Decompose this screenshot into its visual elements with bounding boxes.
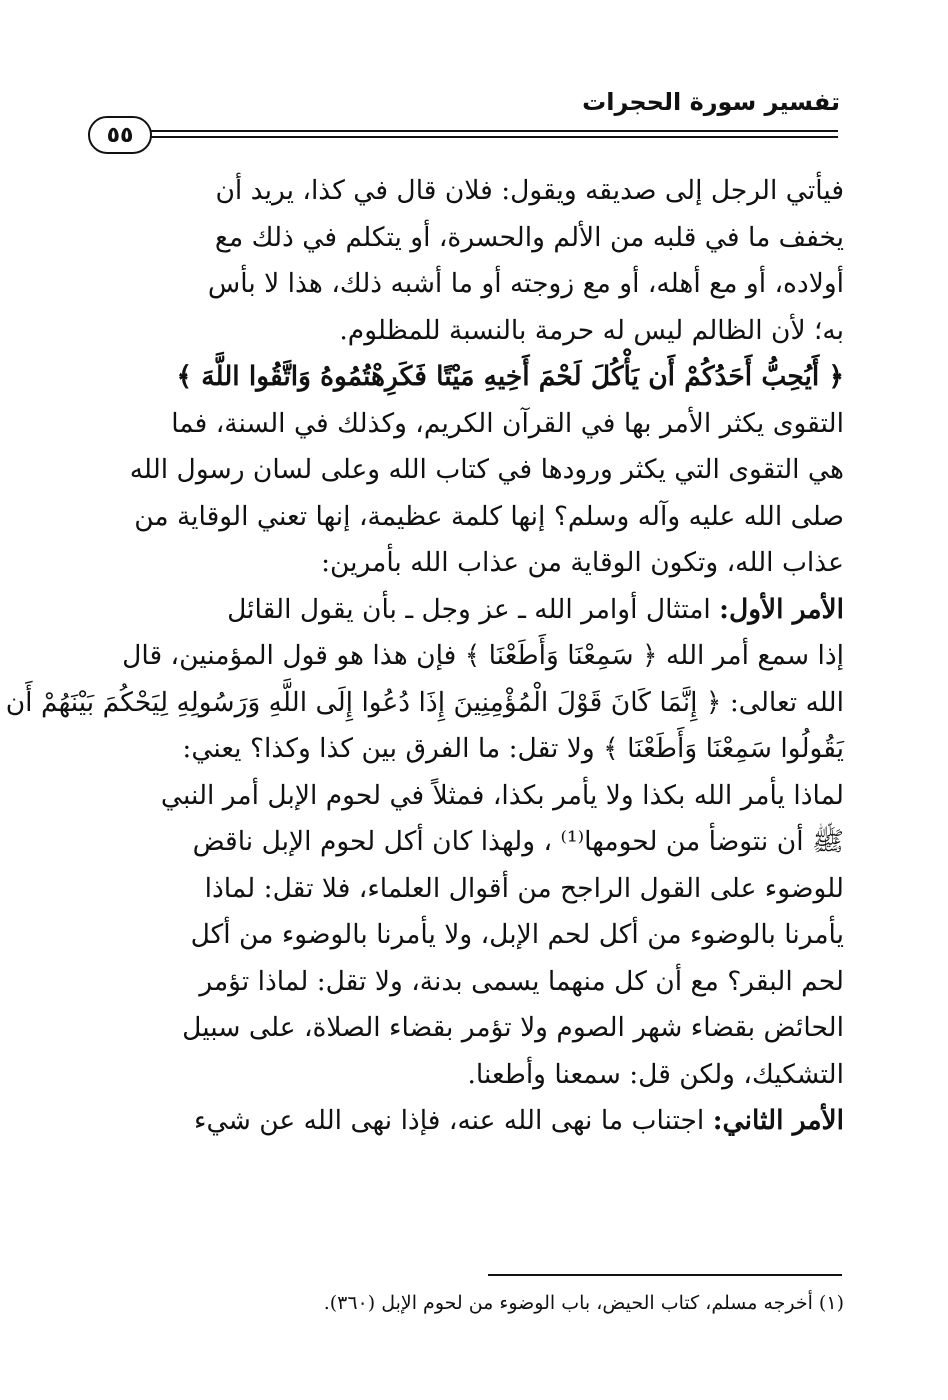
header-rule-top bbox=[150, 130, 838, 132]
text-line: التقوى يكثر الأمر بها في القرآن الكريم، وكذلك في السنة، فما bbox=[171, 407, 844, 439]
header-rule-bottom bbox=[150, 136, 838, 138]
footnote: (١) أخرجه مسلم، كتاب الحيض، باب الوضوء من لحوم الإبل (٣٦٠). bbox=[323, 1292, 844, 1314]
text-line: أولاده، أو مع أهله، أو مع زوجته أو ما أشبه ذلك، هذا لا بأس bbox=[207, 268, 844, 299]
text-run: اجتناب ما نهى الله عنه، فإذا نهى الله عن شيء bbox=[194, 1105, 713, 1136]
text-run: امتثال أوامر الله ـ عز وجل ـ بأن يقول القائل bbox=[227, 593, 720, 625]
text-line: به؛ لأن الظالم ليس له حرمة بالنسبة للمظلوم. bbox=[339, 314, 844, 346]
quran-verse-line: ﴿ أَيُحِبُّ أَحَدُكُمْ أَن يَأْكُلَ لَحْمَ أَخِيهِ مَيْتًا فَكَرِهْتُمُوهُ وَاتَّقُوا اللَّهَ ﴾ bbox=[176, 361, 844, 392]
text-line: عذاب الله، وتكون الوقاية من عذاب الله بأمرين: bbox=[321, 547, 844, 578]
text-line: يخفف ما في قلبه من الألم والحسرة، أو يتكلم في ذلك مع bbox=[214, 221, 844, 253]
text-line: الحائض بقضاء شهر الصوم ولا تؤمر بقضاء الصلاة، على سبيل bbox=[182, 1012, 844, 1043]
text-line: التشكيك، ولكن قل: سمعنا وأطعنا. bbox=[467, 1058, 844, 1090]
text-line bbox=[98, 1098, 844, 1145]
text-line: فيأتي الرجل إلى صديقه ويقول: فلان قال في كذا، يريد أن bbox=[215, 175, 844, 206]
page-number: ٥٥ bbox=[88, 116, 152, 154]
text-line: لحم البقر؟ مع أن كل منهما يسمى بدنة، ولا تقل: لماذا تؤمر bbox=[199, 965, 844, 997]
text-line: ﷺ أن نتوضأ من لحومها⁽¹⁾ ، ولهذا كان أكل لحوم الإبل ناقض bbox=[192, 826, 844, 857]
text-line: لماذا يأمر الله بكذا ولا يأمر بكذا، فمثلاً في لحوم الإبل أمر النبي bbox=[160, 779, 844, 811]
text-line: يَقُولُوا سَمِعْنَا وَأَطَعْنَا ﴾ ولا تقل: ما الفرق بين كذا وكذا؟ يعني: bbox=[182, 733, 844, 764]
running-title: تفسير سورة الحجرات bbox=[582, 88, 840, 116]
header-rule bbox=[150, 130, 838, 142]
text-line: هي التقوى التي يكثر ورودها في كتاب الله وعلى لسان رسول الله bbox=[129, 454, 844, 485]
text-line bbox=[98, 587, 844, 634]
first-matter-heading: الأمر الأول: bbox=[719, 593, 844, 625]
body-text bbox=[5, 168, 844, 1145]
second-matter-heading: الأمر الثاني: bbox=[712, 1105, 844, 1136]
text-line: للوضوء على القول الراجح من أقوال العلماء، فلا تقل: لماذا bbox=[204, 872, 844, 904]
text-line: صلى الله عليه وآله وسلم؟ إنها كلمة عظيمة، إنها تعني الوقاية من bbox=[134, 500, 844, 532]
footnote-rule bbox=[488, 1274, 842, 1276]
text-line: يأمرنا بالوضوء من أكل لحم الإبل، ولا يأمرنا بالوضوء من أكل bbox=[190, 919, 844, 950]
text-line: الله تعالى: ﴿ إِنَّمَا كَانَ قَوْلَ الْمُؤْمِنِينَ إِذَا دُعُوا إِلَى اللَّهِ وَرَسُولِهِ لِيَحْكُمَ بَيْنَهُمْ أَن bbox=[5, 686, 844, 718]
text-line: إذا سمع أمر الله ﴿ سَمِعْنَا وَأَطَعْنَا ﴾ فإن هذا هو قول المؤمنين، قال bbox=[122, 640, 844, 671]
